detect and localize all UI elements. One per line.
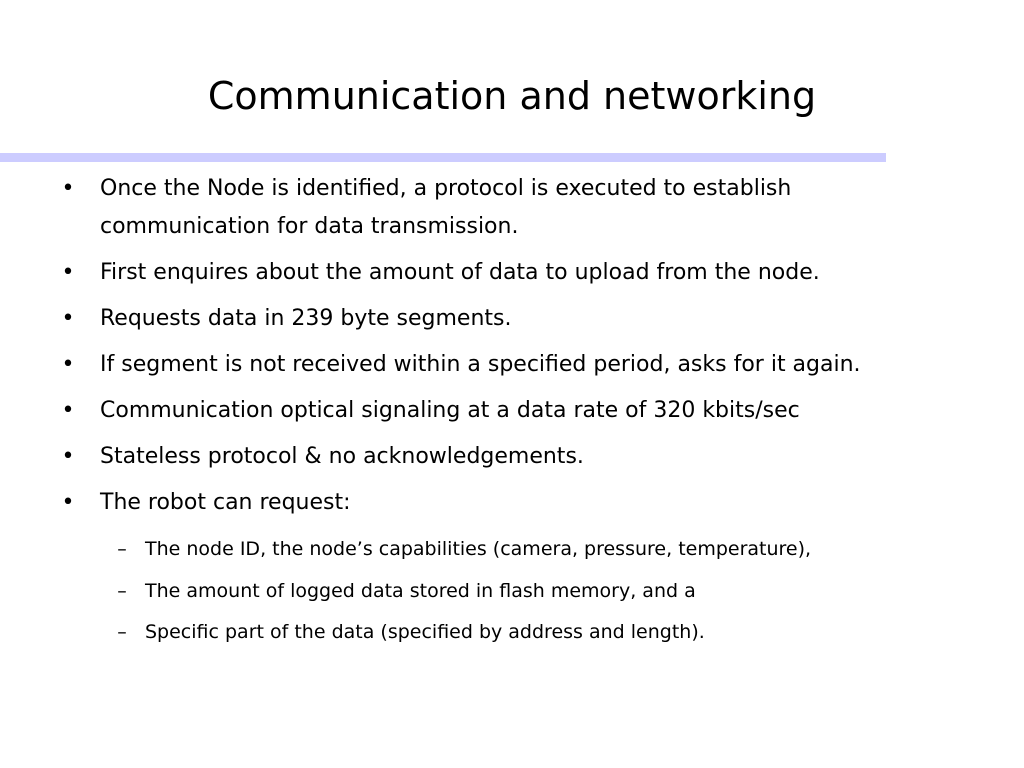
title-divider-rule xyxy=(0,153,886,162)
bullet-item xyxy=(0,170,1024,247)
bullet-item xyxy=(0,346,1024,385)
bullet-item xyxy=(0,484,1024,523)
sub-bullet-text: The amount of logged data stored in flash memory, and a xyxy=(145,579,696,602)
bullet-marker: • xyxy=(61,352,75,377)
bullet-list xyxy=(0,162,1024,647)
slide-title: Communication and networking xyxy=(207,74,817,118)
bullet-item xyxy=(0,438,1024,477)
bullet-marker: • xyxy=(61,490,75,515)
bullet-text: Requests data in 239 byte segments. xyxy=(100,306,512,331)
bullet-item xyxy=(0,254,1024,293)
bullet-item xyxy=(0,392,1024,431)
sub-bullet-text: Specific part of the data (specified by address and length). xyxy=(145,621,705,643)
bullet-text: The robot can request: xyxy=(100,490,351,515)
sub-bullet-text: The node ID, the node’s capabilities (camera, pressure, temperature), xyxy=(145,538,812,560)
bullet-marker: • xyxy=(61,398,75,423)
sub-bullet-item xyxy=(0,576,1024,606)
bullet-text: Stateless protocol & no acknowledgements. xyxy=(100,444,584,469)
sub-bullet-marker: – xyxy=(117,579,127,602)
sub-bullet-marker: – xyxy=(117,621,127,643)
bullet-marker: • xyxy=(61,444,75,469)
bullet-text: Once the Node is identified, a protocol is executed to establish communication for data transmission. xyxy=(100,175,792,239)
sub-bullet-marker: – xyxy=(117,538,127,560)
bullet-text: If segment is not received within a specified period, asks for it again. xyxy=(100,352,861,377)
bullet-marker: • xyxy=(61,260,75,285)
bullet-text: Communication optical signaling at a data rate of 320 kbits/sec xyxy=(100,398,800,423)
bullet-text: First enquires about the amount of data to upload from the node. xyxy=(100,260,820,285)
sub-bullet-item xyxy=(0,617,1024,647)
bullet-item xyxy=(0,300,1024,339)
bullet-marker: • xyxy=(61,306,75,331)
bullet-marker: • xyxy=(61,175,75,201)
sub-bullet-item xyxy=(0,534,1024,564)
